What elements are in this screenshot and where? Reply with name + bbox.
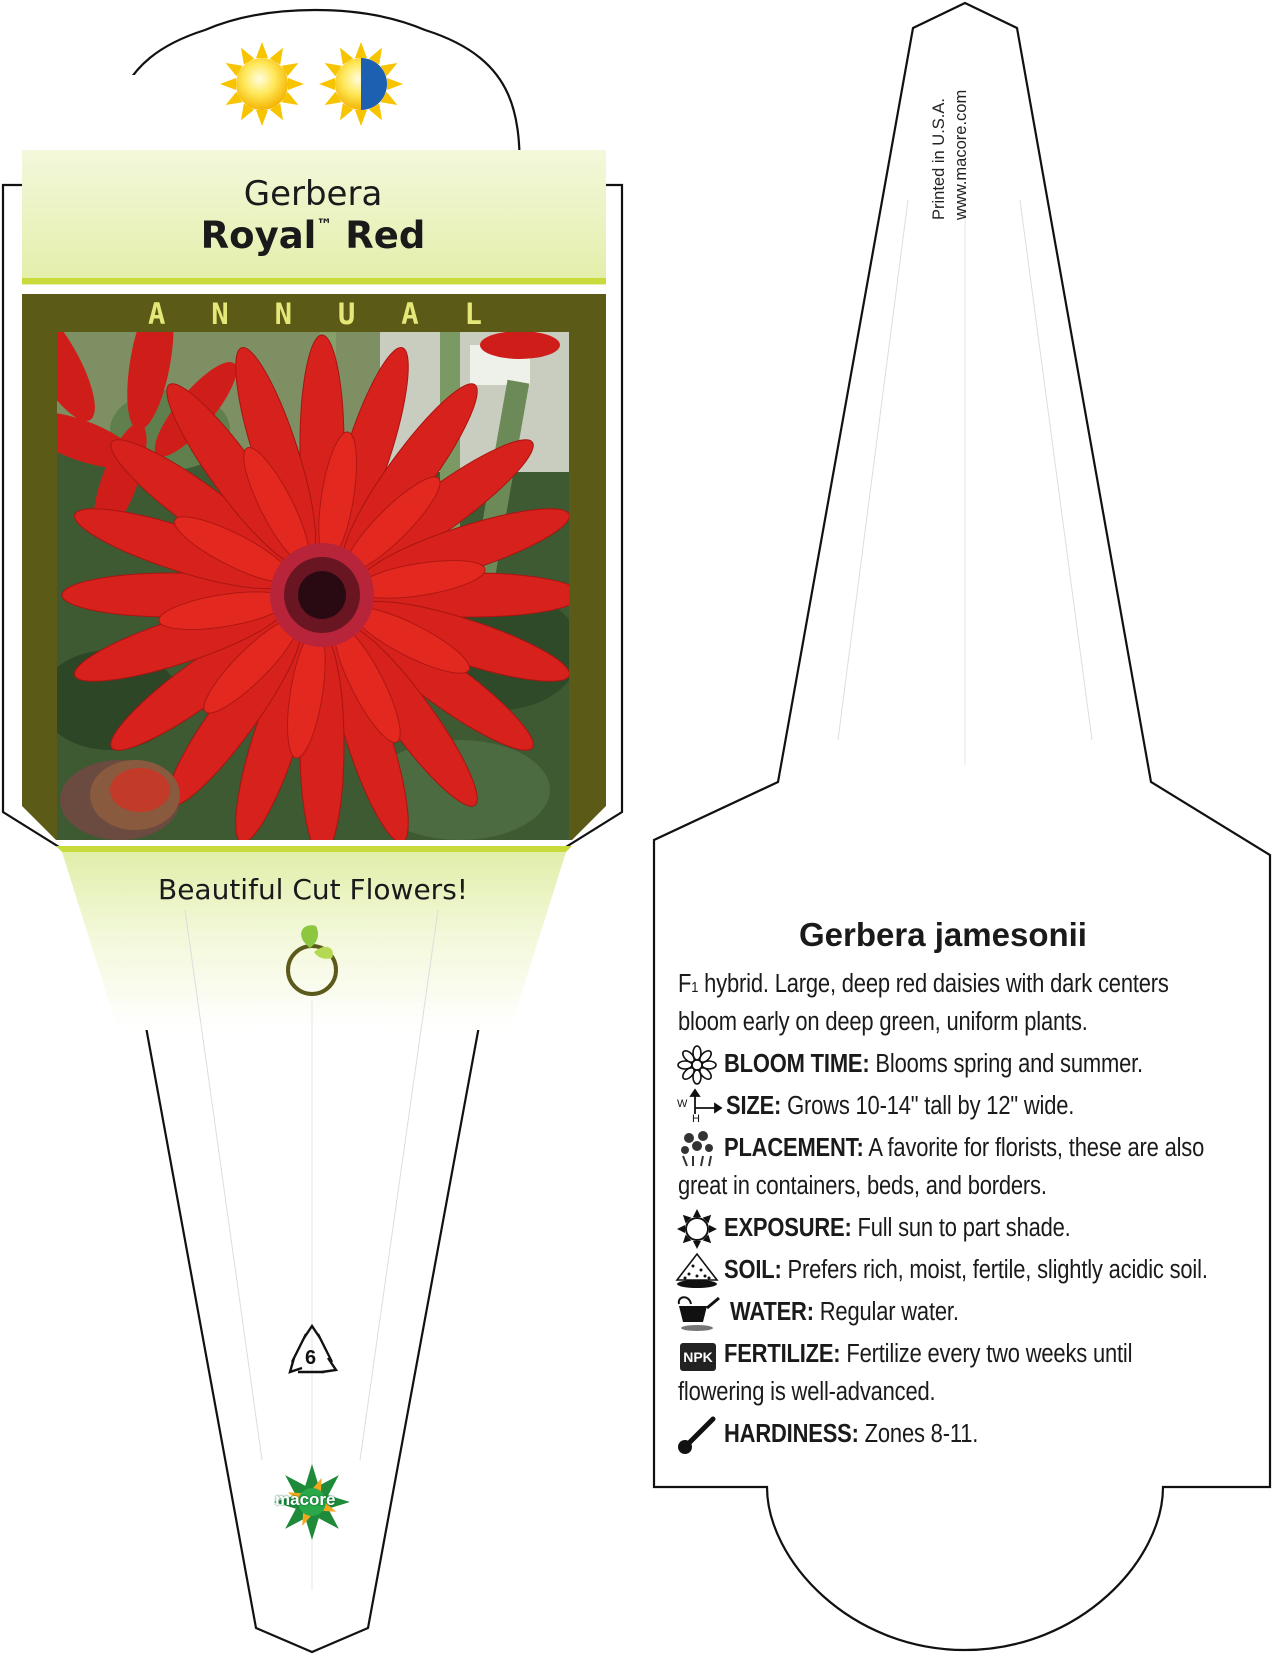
cultivar-color: Red — [345, 214, 426, 257]
water-text: Regular water. — [813, 1298, 959, 1326]
hardiness-text: Zones 8-11. — [858, 1420, 979, 1448]
category-label — [148, 297, 482, 331]
placement-row — [724, 1134, 1206, 1163]
cultivar-label: Royal — [200, 214, 317, 257]
exposure-row — [724, 1214, 1206, 1243]
tagline: Beautiful Cut Flowers! — [157, 873, 469, 906]
genus-name: Gerbera — [243, 174, 383, 214]
trademark-symbol: ™ — [316, 215, 333, 234]
size-row — [726, 1092, 1208, 1121]
intro-line-1 — [678, 970, 1169, 999]
category-letter: L — [464, 297, 482, 331]
website: www.macore.com — [952, 89, 970, 220]
category-letter: N — [211, 297, 229, 331]
hardiness-label: HARDINESS: — [724, 1420, 859, 1448]
fertilize-text: Fertilize every two weeks until — [840, 1340, 1133, 1368]
fertilize-label: FERTILIZE: — [724, 1340, 841, 1368]
water-row — [730, 1298, 1212, 1327]
size-w-label: W — [677, 1098, 688, 1110]
f-subscript: 1 — [691, 979, 699, 996]
category-letter: A — [401, 297, 419, 331]
category-letter: A — [148, 297, 166, 331]
bloom-text: Blooms spring and summer. — [869, 1050, 1143, 1078]
water-label: WATER: — [730, 1298, 814, 1326]
size-h-label: H — [692, 1113, 700, 1125]
intro-line-2: bloom early on deep green, uniform plants. — [678, 1008, 1088, 1036]
brand-name: macore — [275, 1490, 336, 1509]
scientific-name: Gerbera jamesonii — [799, 916, 1087, 953]
size-label: SIZE: — [726, 1092, 782, 1120]
soil-row — [724, 1256, 1206, 1285]
intro-text: hybrid. Large, deep red daisies with dark centers — [698, 970, 1169, 998]
placement-line-2: great in containers, beds, and borders. — [678, 1172, 1047, 1200]
soil-text: Prefers rich, moist, fertile, slightly acidic soil. — [781, 1256, 1208, 1284]
npk-icon: NPK — [680, 1343, 716, 1371]
fertilize-line-2: flowering is well-advanced. — [678, 1378, 936, 1406]
printed-in: Printed in U.S.A. — [930, 98, 948, 220]
exposure-label: EXPOSURE: — [724, 1214, 852, 1242]
soil-label: SOIL: — [724, 1256, 782, 1284]
flower-photo — [1, 288, 582, 855]
recycle-number: 6 — [305, 1347, 317, 1369]
category-letter: N — [274, 297, 293, 331]
bloom-label: BLOOM TIME: — [724, 1050, 870, 1078]
f-label: F — [678, 970, 692, 998]
exposure-text: Full sun to part shade. — [851, 1214, 1071, 1242]
cultivar-name — [0, 214, 626, 257]
placement-text: A favorite for florists, these are also — [863, 1134, 1205, 1162]
fertilize-row — [724, 1340, 1206, 1369]
placement-label: PLACEMENT: — [724, 1134, 864, 1162]
print-info — [930, 52, 970, 222]
category-letter: U — [337, 297, 356, 331]
hardiness-row — [724, 1420, 1206, 1449]
bloom-time-row — [724, 1050, 1206, 1079]
size-text: Grows 10-14" tall by 12" wide. — [781, 1092, 1075, 1120]
exposure-icon — [677, 1209, 717, 1249]
